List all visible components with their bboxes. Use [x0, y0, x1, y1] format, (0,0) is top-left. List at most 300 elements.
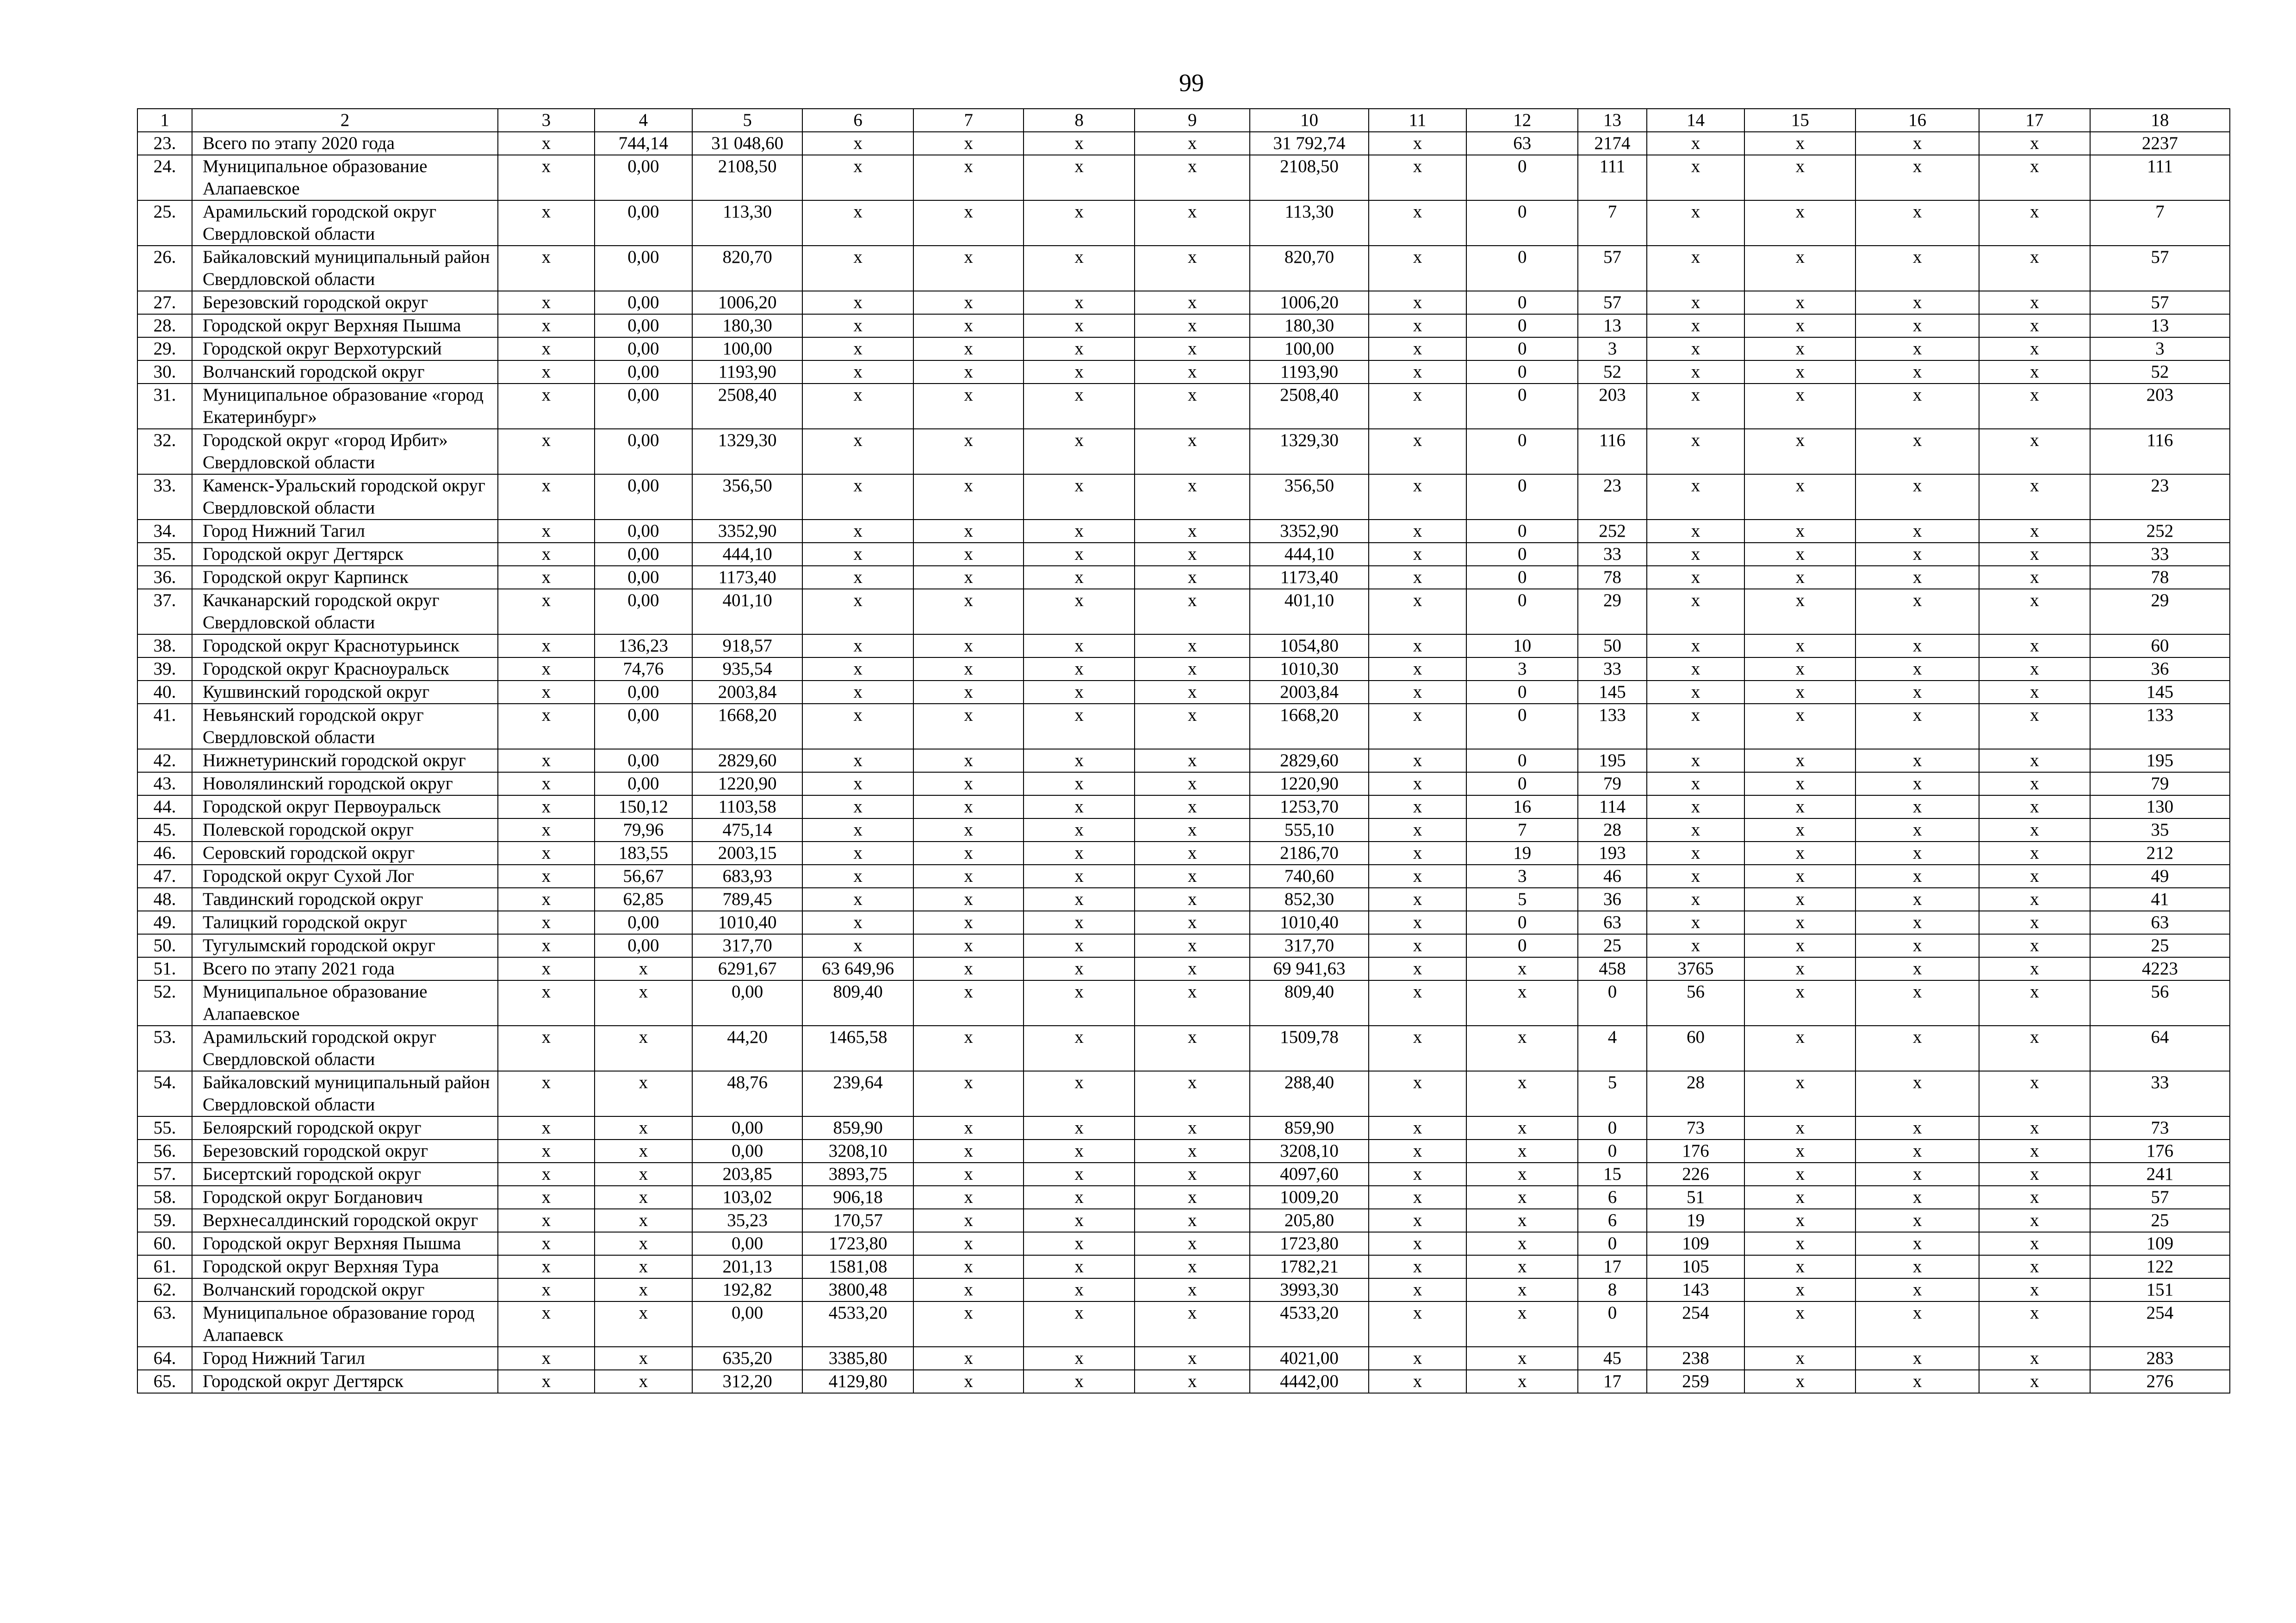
value-cell: x	[1744, 155, 1855, 200]
value-cell: x	[498, 155, 595, 200]
municipality-cell: Городской округ Верхотурский	[192, 337, 498, 360]
value-cell: x	[1647, 429, 1745, 474]
value-cell: x	[1979, 888, 2090, 911]
value-cell: x	[1135, 1255, 1250, 1278]
value-cell: x	[1744, 291, 1855, 314]
value-cell: x	[1466, 1370, 1578, 1393]
value-cell: 4	[1578, 1026, 1646, 1071]
value-cell: x	[1979, 132, 2090, 155]
municipality-cell: Тугулымский городской округ	[192, 934, 498, 957]
value-cell: 0,00	[692, 1301, 802, 1347]
row-number-cell: 58.	[137, 1186, 192, 1209]
value-cell: 57	[2090, 291, 2230, 314]
value-cell: x	[1024, 1209, 1135, 1232]
value-cell: 0	[1466, 337, 1578, 360]
value-cell: 3	[1578, 337, 1646, 360]
row-number-cell: 49.	[137, 911, 192, 934]
value-cell: 100,00	[692, 337, 802, 360]
value-cell: 0	[1466, 749, 1578, 772]
value-cell: 4021,00	[1250, 1347, 1368, 1370]
value-cell: x	[1369, 155, 1467, 200]
table-row	[137, 842, 2230, 865]
value-cell: 45	[1578, 1347, 1646, 1370]
value-cell: x	[1024, 200, 1135, 246]
value-cell: 1010,40	[1250, 911, 1368, 934]
value-cell: 0	[1466, 589, 1578, 634]
municipality-cell: Город Нижний Тагил	[192, 520, 498, 543]
value-cell: x	[1135, 865, 1250, 888]
value-cell: x	[802, 200, 913, 246]
value-cell: 111	[2090, 155, 2230, 200]
value-cell: x	[1979, 842, 2090, 865]
row-number-cell: 29.	[137, 337, 192, 360]
row-number-cell: 64.	[137, 1347, 192, 1370]
value-cell: x	[1135, 566, 1250, 589]
value-cell: 3	[1466, 657, 1578, 681]
value-cell: 4129,80	[802, 1370, 913, 1393]
value-cell: x	[1979, 1071, 2090, 1116]
municipality-cell: Городской округ Дегтярск	[192, 543, 498, 566]
value-cell: x	[1855, 132, 1979, 155]
value-cell: x	[1744, 1232, 1855, 1255]
table-row	[137, 1071, 2230, 1116]
value-cell: 6	[1578, 1209, 1646, 1232]
value-cell: x	[595, 1163, 693, 1186]
value-cell: 0	[1466, 474, 1578, 520]
value-cell: 205,80	[1250, 1209, 1368, 1232]
value-cell: 3385,80	[802, 1347, 913, 1370]
value-cell: x	[1855, 681, 1979, 704]
value-cell: 3993,30	[1250, 1278, 1368, 1301]
value-cell: x	[1979, 155, 2090, 200]
value-cell: 56,67	[595, 865, 693, 888]
value-cell: 0	[1466, 911, 1578, 934]
row-number-cell: 36.	[137, 566, 192, 589]
value-cell: 0,00	[595, 291, 693, 314]
value-cell: x	[595, 1278, 693, 1301]
value-cell: 28	[1578, 818, 1646, 842]
value-cell: 33	[2090, 543, 2230, 566]
value-cell: x	[1024, 360, 1135, 384]
municipality-cell: Городской округ Верхняя Пышма	[192, 314, 498, 337]
value-cell: x	[1135, 772, 1250, 795]
value-cell: 1220,90	[1250, 772, 1368, 795]
value-cell: 1509,78	[1250, 1026, 1368, 1071]
value-cell: x	[1024, 1232, 1135, 1255]
value-cell: x	[498, 1186, 595, 1209]
value-cell: x	[1855, 1255, 1979, 1278]
value-cell: x	[1466, 1186, 1578, 1209]
value-cell: x	[1369, 1116, 1467, 1140]
value-cell: 79,96	[595, 818, 693, 842]
value-cell: x	[1855, 589, 1979, 634]
municipality-cell: Городской округ Верхняя Пышма	[192, 1232, 498, 1255]
value-cell: x	[1855, 704, 1979, 749]
row-number-cell: 41.	[137, 704, 192, 749]
municipality-cell: Городской округ Карпинск	[192, 566, 498, 589]
value-cell: 4533,20	[802, 1301, 913, 1347]
value-cell: 29	[2090, 589, 2230, 634]
value-cell: 183,55	[595, 842, 693, 865]
value-cell: x	[1979, 957, 2090, 980]
value-cell: 63 649,96	[802, 957, 913, 980]
value-cell: x	[1979, 634, 2090, 657]
value-cell: 46	[1578, 865, 1646, 888]
value-cell: x	[1135, 291, 1250, 314]
value-cell: x	[1855, 911, 1979, 934]
value-cell: 19	[1647, 1209, 1745, 1232]
value-cell: x	[1979, 543, 2090, 566]
value-cell: x	[1979, 566, 2090, 589]
table-row	[137, 1026, 2230, 1071]
value-cell: 2237	[2090, 132, 2230, 155]
value-cell: x	[1135, 337, 1250, 360]
value-cell: x	[1647, 337, 1745, 360]
value-cell: x	[1024, 818, 1135, 842]
value-cell: x	[1979, 291, 2090, 314]
row-number-cell: 52.	[137, 980, 192, 1026]
value-cell: x	[802, 520, 913, 543]
value-cell: 1103,58	[692, 795, 802, 818]
value-cell: x	[913, 795, 1024, 818]
municipality-cell: Новолялинский городской округ	[192, 772, 498, 795]
value-cell: x	[1024, 1186, 1135, 1209]
value-cell: x	[595, 1209, 693, 1232]
value-cell: x	[913, 155, 1024, 200]
value-cell: x	[1744, 1301, 1855, 1347]
value-cell: x	[1744, 980, 1855, 1026]
value-cell: 0,00	[595, 155, 693, 200]
value-cell: x	[1369, 1255, 1467, 1278]
value-cell: x	[1979, 589, 2090, 634]
value-cell: 0	[1578, 1116, 1646, 1140]
value-cell: x	[1369, 1163, 1467, 1186]
value-cell: x	[595, 1186, 693, 1209]
value-cell: 105	[1647, 1255, 1745, 1278]
value-cell: 3	[2090, 337, 2230, 360]
table-row	[137, 543, 2230, 566]
value-cell: x	[1135, 1232, 1250, 1255]
value-cell: 401,10	[1250, 589, 1368, 634]
value-cell: x	[802, 543, 913, 566]
value-cell: x	[498, 566, 595, 589]
header-cell: 12	[1466, 109, 1578, 132]
value-cell: 1723,80	[802, 1232, 913, 1255]
value-cell: 0,00	[595, 429, 693, 474]
value-cell: x	[1979, 934, 2090, 957]
value-cell: 78	[1578, 566, 1646, 589]
value-cell: 109	[2090, 1232, 2230, 1255]
value-cell: x	[1466, 1255, 1578, 1278]
value-cell: 820,70	[1250, 246, 1368, 291]
value-cell: 13	[2090, 314, 2230, 337]
value-cell: x	[1744, 795, 1855, 818]
value-cell: x	[1647, 589, 1745, 634]
value-cell: 130	[2090, 795, 2230, 818]
value-cell: x	[1979, 1026, 2090, 1071]
value-cell: x	[1744, 1255, 1855, 1278]
value-cell: x	[1135, 1301, 1250, 1347]
value-cell: x	[498, 772, 595, 795]
table-row	[137, 1116, 2230, 1140]
value-cell: 52	[2090, 360, 2230, 384]
value-cell: x	[595, 1140, 693, 1163]
value-cell: 195	[1578, 749, 1646, 772]
municipality-cell: Верхнесалдинский городской округ	[192, 1209, 498, 1232]
value-cell: 7	[1466, 818, 1578, 842]
value-cell: x	[1744, 384, 1855, 429]
value-cell: x	[1744, 1370, 1855, 1393]
value-cell: x	[1369, 1026, 1467, 1071]
value-cell: x	[1135, 749, 1250, 772]
value-cell: x	[1369, 1347, 1467, 1370]
value-cell: x	[1855, 200, 1979, 246]
value-cell: x	[1466, 1347, 1578, 1370]
value-cell: x	[1466, 1209, 1578, 1232]
value-cell: 0	[1466, 291, 1578, 314]
value-cell: x	[913, 772, 1024, 795]
value-cell: 0,00	[595, 520, 693, 543]
value-cell: x	[913, 429, 1024, 474]
value-cell: x	[1979, 314, 2090, 337]
value-cell: 1253,70	[1250, 795, 1368, 818]
value-cell: x	[913, 314, 1024, 337]
value-cell: 5	[1578, 1071, 1646, 1116]
value-cell: 2108,50	[1250, 155, 1368, 200]
row-number-cell: 50.	[137, 934, 192, 957]
table-row	[137, 589, 2230, 634]
municipality-cell: Серовский городской округ	[192, 842, 498, 865]
value-cell: x	[595, 957, 693, 980]
value-cell: 4442,00	[1250, 1370, 1368, 1393]
value-cell: 52	[1578, 360, 1646, 384]
value-cell: x	[498, 657, 595, 681]
value-cell: x	[802, 634, 913, 657]
value-cell: 180,30	[1250, 314, 1368, 337]
value-cell: x	[913, 566, 1024, 589]
value-cell: x	[1647, 384, 1745, 429]
value-cell: x	[913, 1347, 1024, 1370]
value-cell: x	[1744, 657, 1855, 681]
value-cell: x	[1855, 337, 1979, 360]
value-cell: x	[1979, 1186, 2090, 1209]
table-row	[137, 132, 2230, 155]
row-number-cell: 63.	[137, 1301, 192, 1347]
value-cell: x	[913, 1370, 1024, 1393]
value-cell: x	[1024, 291, 1135, 314]
value-cell: x	[1369, 246, 1467, 291]
value-cell: 203	[1578, 384, 1646, 429]
value-cell: 1173,40	[692, 566, 802, 589]
value-cell: x	[802, 842, 913, 865]
value-cell: x	[913, 681, 1024, 704]
value-cell: x	[595, 1370, 693, 1393]
value-cell: 57	[2090, 1186, 2230, 1209]
value-cell: 122	[2090, 1255, 2230, 1278]
value-cell: x	[1979, 1232, 2090, 1255]
value-cell: x	[1135, 246, 1250, 291]
value-cell: 683,93	[692, 865, 802, 888]
value-cell: x	[1744, 865, 1855, 888]
value-cell: x	[1855, 1209, 1979, 1232]
value-cell: x	[1369, 704, 1467, 749]
value-cell: x	[1024, 749, 1135, 772]
value-cell: 1329,30	[692, 429, 802, 474]
value-cell: 1010,30	[1250, 657, 1368, 681]
value-cell: x	[913, 1232, 1024, 1255]
value-cell: x	[1744, 314, 1855, 337]
value-cell: x	[1647, 888, 1745, 911]
table-row	[137, 566, 2230, 589]
value-cell: 859,90	[802, 1116, 913, 1140]
value-cell: 1581,08	[802, 1255, 913, 1278]
value-cell: x	[913, 474, 1024, 520]
value-cell: x	[1979, 246, 2090, 291]
value-cell: x	[1979, 657, 2090, 681]
value-cell: 57	[1578, 291, 1646, 314]
value-cell: 0,00	[692, 980, 802, 1026]
value-cell: 28	[1647, 1071, 1745, 1116]
value-cell: x	[913, 704, 1024, 749]
value-cell: x	[498, 384, 595, 429]
value-cell: x	[1744, 957, 1855, 980]
value-cell: x	[802, 155, 913, 200]
value-cell: 150,12	[595, 795, 693, 818]
value-cell: x	[1369, 888, 1467, 911]
value-cell: x	[1135, 1186, 1250, 1209]
value-cell: 1054,80	[1250, 634, 1368, 657]
municipality-cell: Городской округ Сухой Лог	[192, 865, 498, 888]
value-cell: x	[913, 1163, 1024, 1186]
value-cell: x	[1979, 704, 2090, 749]
value-cell: 78	[2090, 566, 2230, 589]
municipality-cell: Арамильский городской округ Свердловской области	[192, 1026, 498, 1071]
municipality-cell: Байкаловский муниципальный район Свердловской области	[192, 246, 498, 291]
value-cell: 0,00	[595, 566, 693, 589]
value-cell: x	[1135, 314, 1250, 337]
value-cell: x	[1024, 1026, 1135, 1071]
value-cell: 116	[2090, 429, 2230, 474]
value-cell: x	[913, 980, 1024, 1026]
value-cell: x	[1979, 911, 2090, 934]
value-cell: x	[1024, 132, 1135, 155]
value-cell: x	[498, 842, 595, 865]
value-cell: x	[1369, 1301, 1467, 1347]
municipality-cell: Городской округ Верхняя Тура	[192, 1255, 498, 1278]
value-cell: x	[1024, 474, 1135, 520]
value-cell: x	[498, 1116, 595, 1140]
value-cell: x	[802, 911, 913, 934]
value-cell: x	[1466, 957, 1578, 980]
value-cell: 1465,58	[802, 1026, 913, 1071]
value-cell: 0	[1578, 1140, 1646, 1163]
value-cell: x	[1135, 1370, 1250, 1393]
value-cell: x	[498, 1209, 595, 1232]
value-cell: 744,14	[595, 132, 693, 155]
value-cell: x	[1855, 795, 1979, 818]
value-cell: 2174	[1578, 132, 1646, 155]
value-cell: x	[1855, 980, 1979, 1026]
value-cell: x	[1135, 1278, 1250, 1301]
municipality-cell: Городской округ «город Ирбит» Свердловской области	[192, 429, 498, 474]
value-cell: 79	[1578, 772, 1646, 795]
header-cell: 17	[1979, 109, 2090, 132]
row-number-cell: 61.	[137, 1255, 192, 1278]
value-cell: 69 941,63	[1250, 957, 1368, 980]
value-cell: 0	[1466, 384, 1578, 429]
value-cell: x	[1855, 818, 1979, 842]
value-cell: x	[913, 1278, 1024, 1301]
value-cell: x	[913, 246, 1024, 291]
value-cell: 238	[1647, 1347, 1745, 1370]
value-cell: x	[1369, 634, 1467, 657]
value-cell: x	[1855, 566, 1979, 589]
value-cell: x	[1855, 1071, 1979, 1116]
table-row	[137, 1232, 2230, 1255]
value-cell: x	[1744, 888, 1855, 911]
row-number-cell: 45.	[137, 818, 192, 842]
value-cell: x	[913, 337, 1024, 360]
table-row	[137, 474, 2230, 520]
table-row	[137, 865, 2230, 888]
value-cell: 44,20	[692, 1026, 802, 1071]
value-cell: 133	[1578, 704, 1646, 749]
value-cell: x	[498, 291, 595, 314]
value-cell: 103,02	[692, 1186, 802, 1209]
table-row	[137, 704, 2230, 749]
value-cell: 252	[1578, 520, 1646, 543]
value-cell: 79	[2090, 772, 2230, 795]
value-cell: x	[1647, 200, 1745, 246]
municipality-cell: Арамильский городской округ Свердловской области	[192, 200, 498, 246]
value-cell: x	[1855, 772, 1979, 795]
value-cell: x	[1744, 429, 1855, 474]
value-cell: 2003,84	[1250, 681, 1368, 704]
value-cell: 17	[1578, 1370, 1646, 1393]
municipality-cell: Муниципальное образование город Алапаевск	[192, 1301, 498, 1347]
value-cell: x	[802, 795, 913, 818]
municipality-cell: Кушвинский городской округ	[192, 681, 498, 704]
value-cell: x	[1466, 1301, 1578, 1347]
municipality-cell: Бисертский городской округ	[192, 1163, 498, 1186]
value-cell: x	[1979, 749, 2090, 772]
value-cell: 63	[2090, 911, 2230, 934]
value-cell: x	[1466, 1278, 1578, 1301]
value-cell: x	[1744, 634, 1855, 657]
value-cell: x	[1855, 291, 1979, 314]
value-cell: x	[1024, 589, 1135, 634]
value-cell: x	[1024, 1116, 1135, 1140]
row-number-cell: 44.	[137, 795, 192, 818]
value-cell: 100,00	[1250, 337, 1368, 360]
value-cell: x	[1369, 1370, 1467, 1393]
value-cell: 176	[1647, 1140, 1745, 1163]
value-cell: 3765	[1647, 957, 1745, 980]
municipality-cell: Городской округ Дегтярск	[192, 1370, 498, 1393]
value-cell: x	[1369, 314, 1467, 337]
municipality-cell: Муниципальное образование Алапаевское	[192, 980, 498, 1026]
value-cell: x	[498, 911, 595, 934]
value-cell: 254	[1647, 1301, 1745, 1347]
value-cell: x	[1024, 543, 1135, 566]
value-cell: x	[595, 980, 693, 1026]
value-cell: x	[498, 749, 595, 772]
value-cell: x	[1855, 634, 1979, 657]
value-cell: x	[1135, 795, 1250, 818]
value-cell: x	[1024, 1071, 1135, 1116]
value-cell: 145	[1578, 681, 1646, 704]
value-cell: 5	[1466, 888, 1578, 911]
